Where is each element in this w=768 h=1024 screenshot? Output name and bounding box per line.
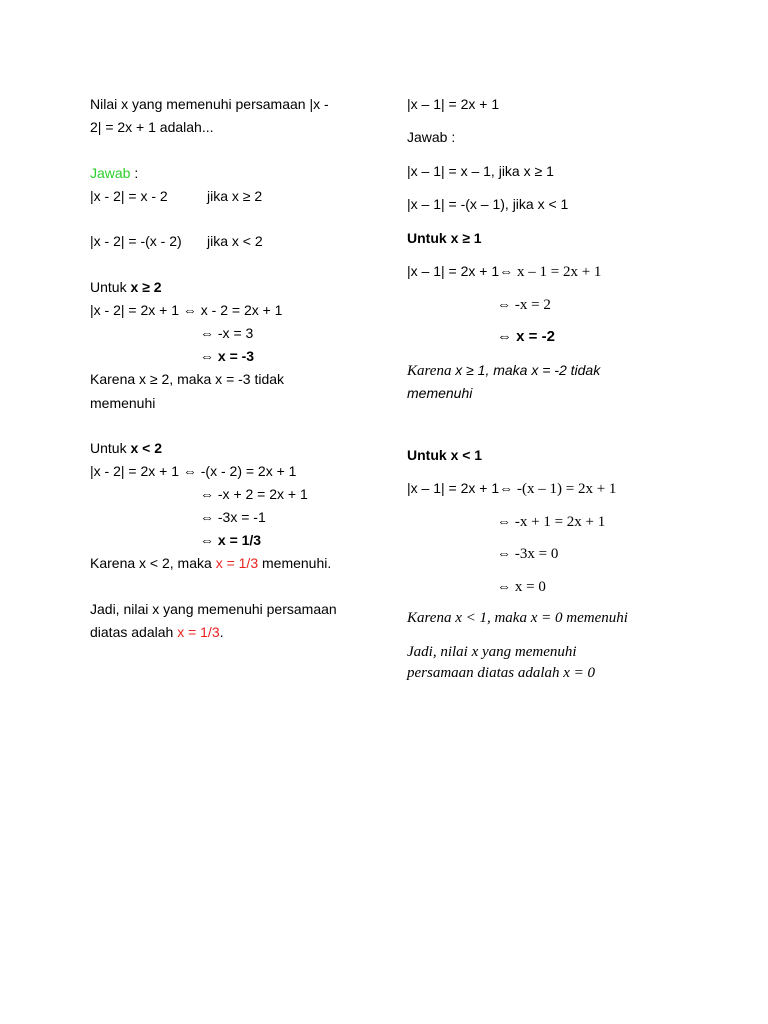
case-1-cond: jika x ≥ 2 <box>207 188 263 204</box>
step-a-2: ⇔ -x = 3 <box>200 325 254 341</box>
equiv-symbol: ⇔ <box>200 532 218 548</box>
step-b-4 <box>497 576 546 597</box>
equiv-symbol: ⇔ <box>497 328 517 345</box>
conclusion-b-pre: Karena x < 2, maka <box>90 555 216 571</box>
step-b-3: ⇔ -3x = -1 <box>200 509 266 525</box>
untuk-label: Untuk <box>407 447 451 463</box>
case-a-heading <box>407 228 482 248</box>
case-a-condition: x ≥ 1 <box>450 230 482 246</box>
conclusion-b <box>90 553 331 573</box>
step-b-result: x = 1/3 <box>217 532 262 548</box>
conclusion-b-value: x = 1/3 <box>215 555 259 571</box>
case-2-cond: jika x < 2 <box>207 233 263 249</box>
case-2-expr: |x - 2| = -(x - 2) <box>90 233 182 249</box>
case-a-heading <box>90 277 162 297</box>
final-pre: diatas adalah <box>90 624 178 640</box>
step-a-1 <box>407 261 601 282</box>
equiv-symbol: ⇔ <box>497 578 515 594</box>
final-line-1: Jadi, nilai x yang memenuhi persamaan <box>90 601 337 617</box>
jawab-colon: : <box>130 165 139 181</box>
answer-heading: Jawab : <box>407 129 456 145</box>
step-a-3 <box>200 346 254 366</box>
final-post: . <box>219 624 224 640</box>
final-line-2: persamaan diatas adalah x = 0 <box>407 665 596 681</box>
step-a-1-left: |x – 1| = 2x + 1⇔ <box>407 263 517 279</box>
step-b-1 <box>407 478 616 499</box>
step-b-2-expr: -x + 1 = 2x + 1 <box>514 514 606 530</box>
step-b-2: ⇔ -x + 2 = 2x + 1 <box>200 486 308 502</box>
step-b-1-left: |x – 1| = 2x + 1⇔ <box>407 480 517 496</box>
conclusion-a-post: x ≥ 1, maka x = -2 tidak <box>455 362 601 378</box>
case-b-condition: x < 2 <box>130 440 162 456</box>
conclusion-a-1: Karena x ≥ 2, maka x = -3 tidak <box>90 371 285 387</box>
case-b-heading <box>90 438 162 458</box>
conclusion-a-2: memenuhi <box>90 395 156 411</box>
final-value: x = 1/3 <box>177 624 220 640</box>
step-b-1: |x - 2| = 2x + 1 ⇔ -(x - 2) = 2x + 1 <box>90 463 297 479</box>
equiv-symbol: ⇔ <box>497 545 515 561</box>
case-2: |x – 1| = -(x – 1), jika x < 1 <box>407 196 569 212</box>
step-a-result: x = -3 <box>217 348 255 364</box>
final-line-1: Jadi, nilai x yang memenuhi <box>407 644 577 660</box>
question-line-2: 2| = 2x + 1 adalah... <box>90 119 214 135</box>
step-b-3 <box>497 543 558 564</box>
untuk-label: Untuk <box>90 279 131 295</box>
step-a-1: |x - 2| = 2x + 1 ⇔ x - 2 = 2x + 1 <box>90 302 283 318</box>
step-a-result: x = -2 <box>516 328 555 345</box>
question: |x – 1| = 2x + 1 <box>407 96 500 112</box>
jawab-label: Jawab <box>90 165 131 181</box>
conclusion-a-2: memenuhi <box>407 385 473 401</box>
step-a-3 <box>497 327 555 347</box>
case-b-heading <box>407 445 482 465</box>
question-line-1: Nilai x yang memenuhi persamaan |x - <box>90 96 329 112</box>
step-b-1-right: -(x – 1) = 2x + 1 <box>517 481 617 497</box>
case-b-condition: x < 1 <box>450 447 483 463</box>
step-b-2 <box>497 511 605 532</box>
case-1-expr: |x - 2| = x - 2 <box>90 188 168 204</box>
conclusion-a-pre: Karena <box>407 363 456 379</box>
conclusion-a-1 <box>407 360 600 381</box>
step-b-4-expr: x = 0 <box>514 579 546 595</box>
conclusion-b: Karena x < 1, maka x = 0 memenuhi <box>407 610 628 626</box>
final-line-2 <box>90 622 224 642</box>
step-a-1-right: x – 1 = 2x + 1 <box>517 264 602 280</box>
step-a-2-expr: -x = 2 <box>514 297 551 313</box>
conclusion-b-post: memenuhi. <box>258 555 332 571</box>
equiv-symbol: ⇔ <box>200 348 218 364</box>
equiv-symbol: ⇔ <box>497 513 515 529</box>
step-b-4 <box>200 530 261 550</box>
untuk-label: Untuk <box>90 440 131 456</box>
case-1: |x – 1| = x – 1, jika x ≥ 1 <box>407 163 554 179</box>
untuk-label: Untuk <box>407 230 451 246</box>
answer-heading <box>90 163 138 183</box>
step-a-2 <box>497 294 551 315</box>
step-b-3-expr: -3x = 0 <box>514 546 559 562</box>
case-a-condition: x ≥ 2 <box>130 279 162 295</box>
equiv-symbol: ⇔ <box>497 296 515 312</box>
